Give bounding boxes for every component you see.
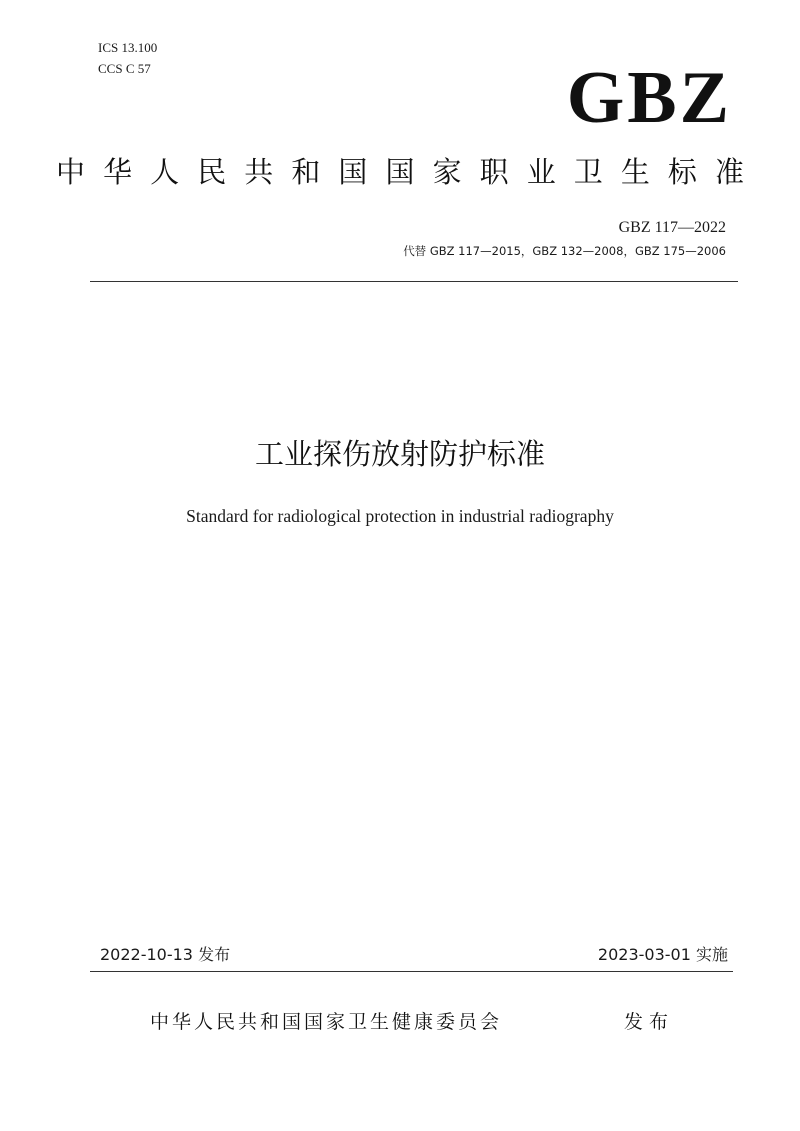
footer-divider: [90, 971, 733, 972]
replaces-note: 代替 GBZ 117—2015，GBZ 132—2008，GBZ 175—2006: [403, 244, 726, 258]
header-divider: [90, 281, 738, 282]
issue-date: 2022-10-13 发布: [100, 945, 231, 964]
publisher-name: 中华人民共和国国家卫生健康委员会: [150, 1011, 503, 1033]
document-title-chinese: 工业探伤放射防护标准: [254, 437, 545, 471]
ics-code: ICS 13.100: [98, 40, 158, 55]
ccs-code: CCS C 57: [98, 61, 151, 76]
standard-number: GBZ 117—2022: [618, 219, 726, 236]
standard-type-heading: 中华人民共和国国家职业卫生标准: [56, 155, 744, 189]
publish-label: 发布: [624, 1011, 675, 1033]
implementation-date: 2023-03-01 实施: [597, 945, 728, 964]
document-title-english: Standard for radiological protection in industrial radiography: [186, 506, 614, 526]
standard-code-logo: GBZ: [566, 57, 732, 139]
